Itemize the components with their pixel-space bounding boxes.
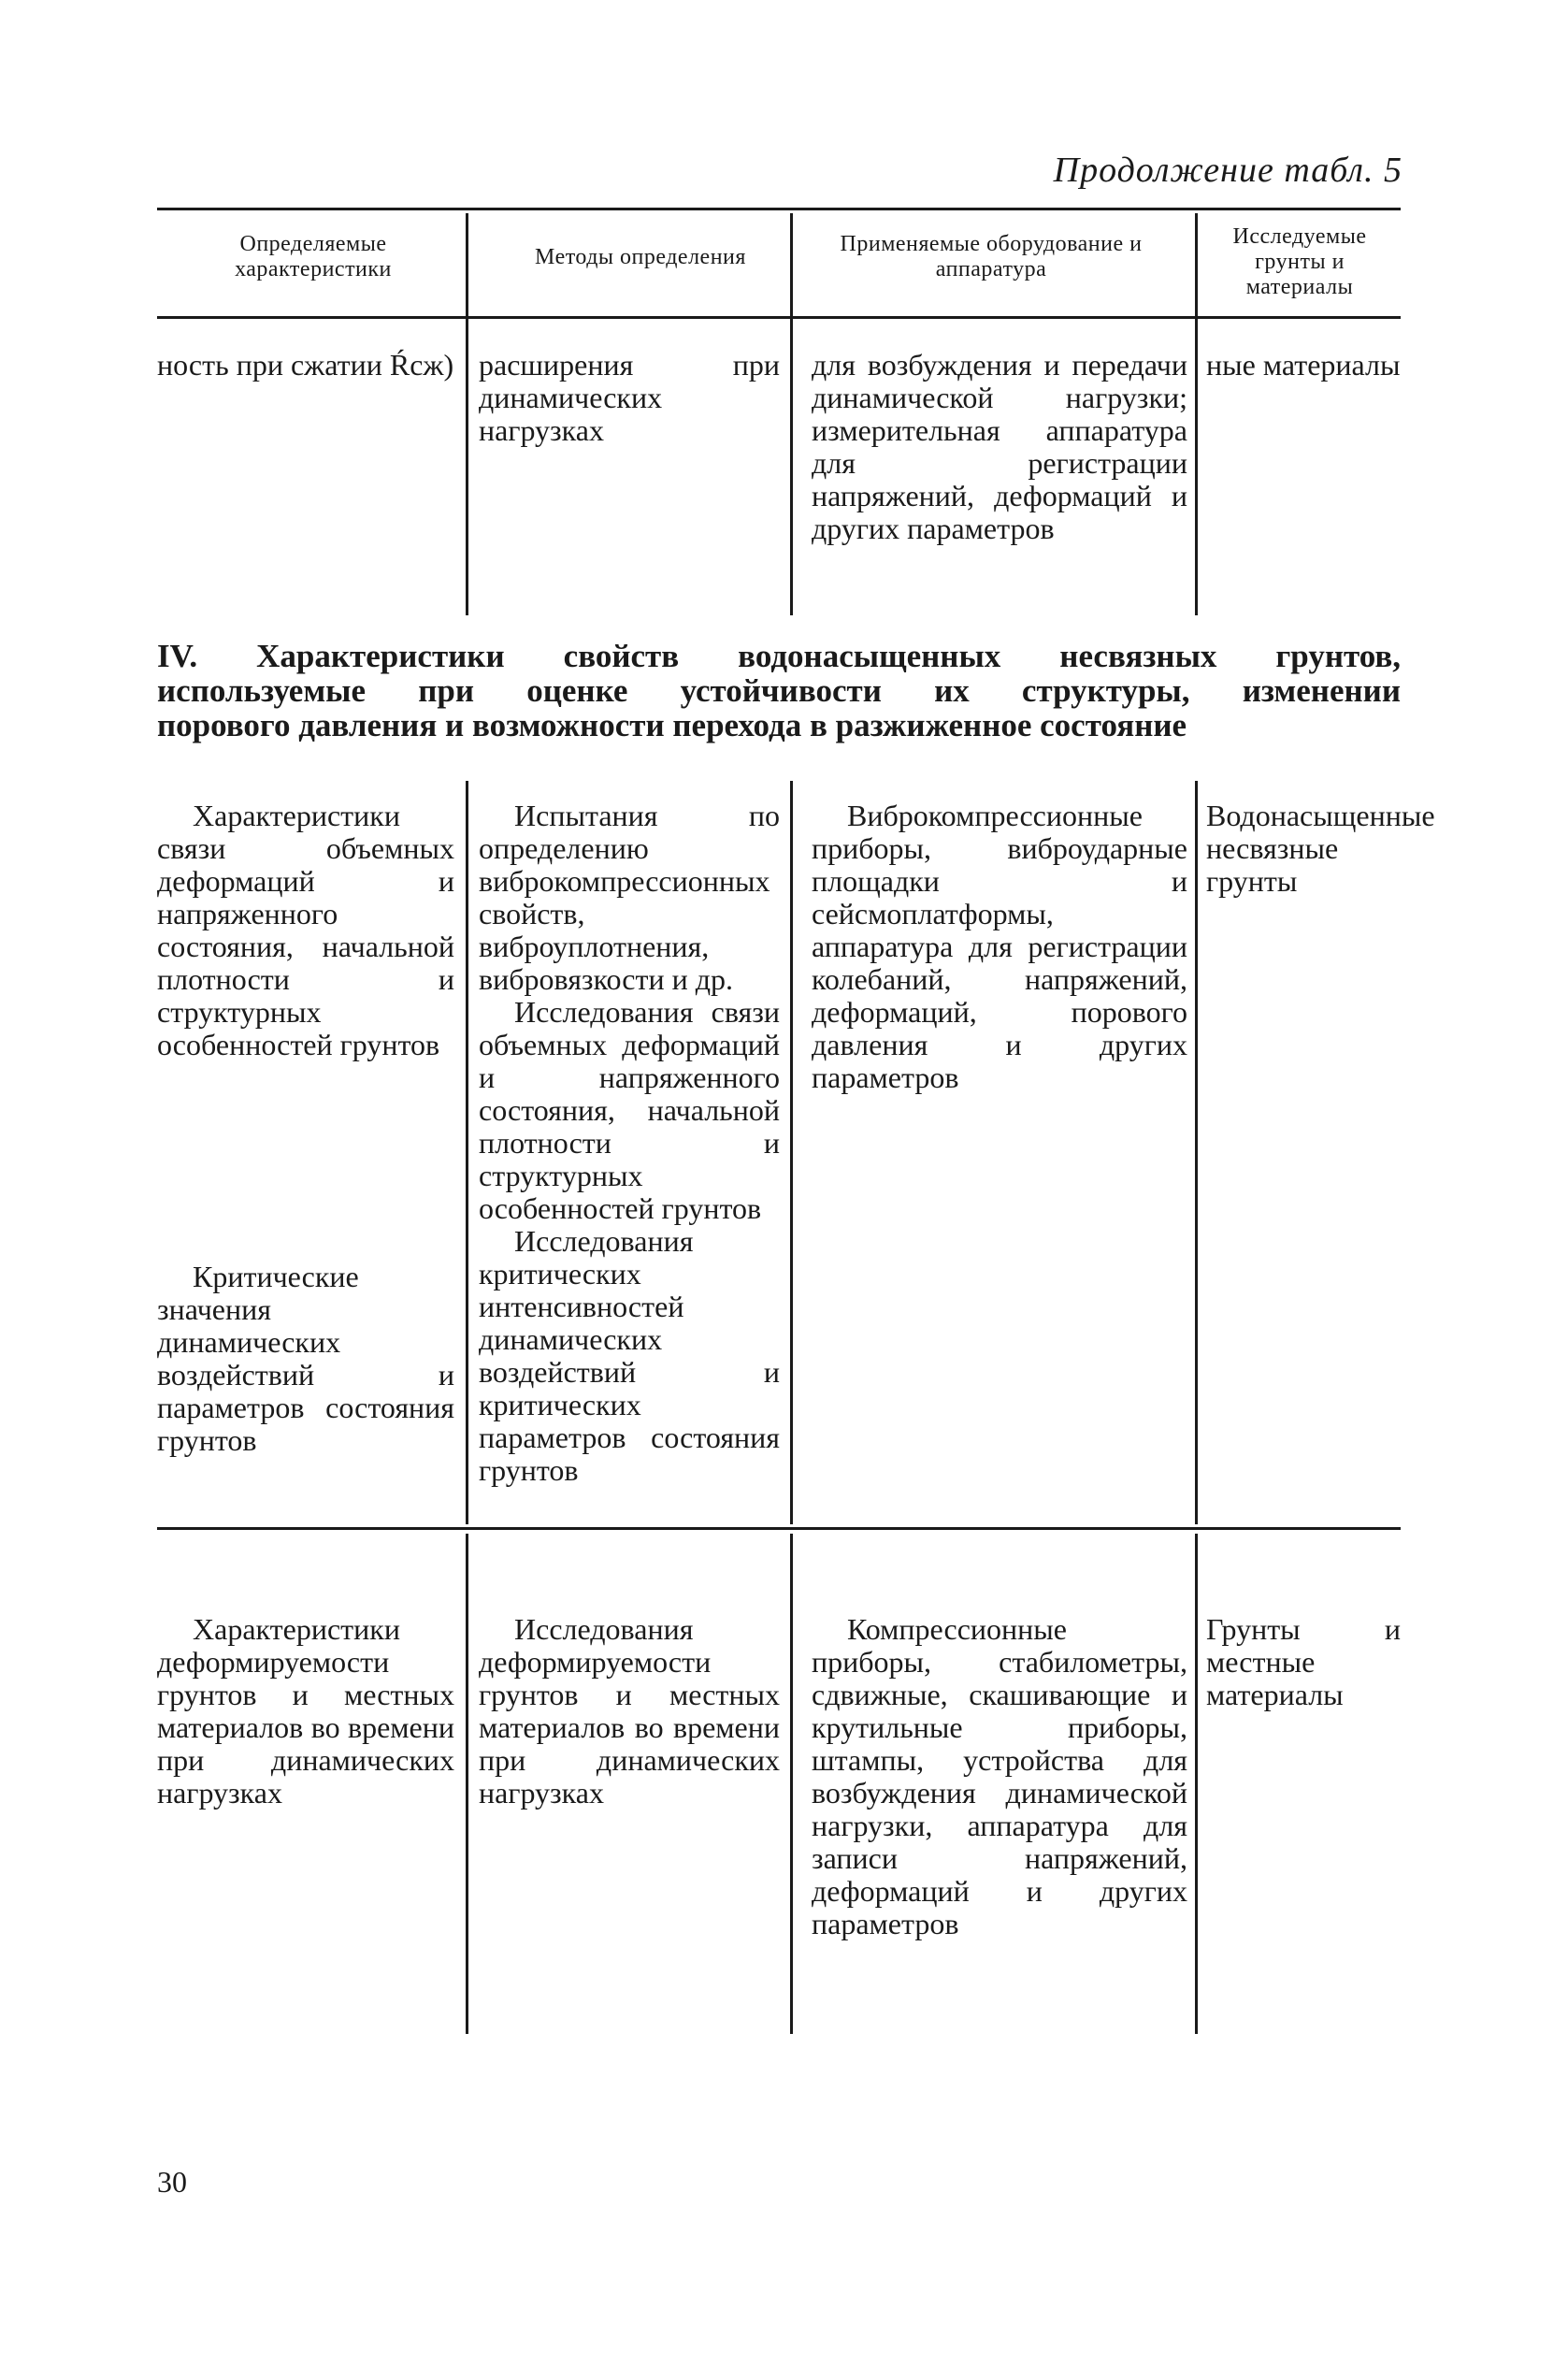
row1-method-a: Испытания по определению виброкомпрессионных свойств, виброуплотнения, вибровязкости и др.: [479, 799, 780, 996]
row-separator-rule: [157, 1527, 1401, 1530]
header-col-equipment: Применяемые оборудование и аппаратура: [840, 232, 1143, 281]
header-col-characteristics: Определяемые характеристики: [235, 232, 392, 281]
section-heading-line: используемые при оценке устойчивости их структуры, изменении: [157, 672, 1401, 709]
table-column-divider: [790, 781, 793, 1524]
row0-equipment: для возбуждения и передачи динамической нагрузки; измерительная аппаратура для регистрации напряжений, деформаций и других параметров: [812, 348, 1187, 545]
table-column-divider: [790, 213, 793, 615]
row1-characteristic-b-text: Критические значения динамических воздействий и параметров состояния грунтов: [157, 1260, 454, 1457]
row1-materials: Водонасыщенные несвязные грунты: [1206, 799, 1435, 898]
row1-methods: [479, 800, 780, 1487]
table-column-divider: [1195, 781, 1198, 1524]
row1-method-c: Исследования критических интенсивностей динамических воздействий и критических параметров состояния грунтов: [479, 1224, 780, 1487]
row1-characteristic-a-text: Характеристики связи объемных деформаций и напряженного состояния, начальной плотности и структурных особенностей грунтов: [157, 799, 454, 1061]
row1-equipment-text: Виброкомпрессионные приборы, виброударные площадки и сейсмоплатформы, аппаратура для регистрации колебаний, напряжений, деформаций, порового давления и других параметров: [812, 799, 1187, 1094]
header-col-materials: Исследуемые грунты и материалы: [1232, 224, 1367, 299]
page-number: 30: [157, 2165, 187, 2199]
row2-characteristic-text: Характеристики деформируемости грунтов и местных материалов во времени при динамических нагрузках: [157, 1612, 454, 1810]
header-top-rule: [157, 208, 1401, 210]
row2-materials: Грунты и местные материалы: [1206, 1612, 1401, 1711]
row1-method-b: Исследования связи объемных деформаций и напряженного состояния, начальной плотности и структурных особенностей грунтов: [479, 995, 780, 1225]
row2-equipment-text: Компрессионные приборы, стабилометры, сдвижные, скашивающие и крутильные приборы, штампы, устройства для возбуждения динамической нагрузки, аппаратура для записи напряжений, деформаций и других параметров: [812, 1612, 1187, 1940]
row1-characteristic-a: [157, 800, 454, 1061]
row2-equipment: [812, 1613, 1187, 1940]
section-heading-line: порового давления и возможности перехода в разжиженное состояние: [157, 707, 1187, 743]
row2-characteristic: [157, 1613, 454, 1810]
table-column-divider: [466, 213, 468, 615]
header-col-methods: Методы определения: [535, 245, 746, 269]
table-column-divider: [1195, 1534, 1198, 2034]
row0-characteristic: ность при сжатии Ŕсж): [157, 348, 454, 382]
row0-method: расширения при динамических нагрузках: [479, 348, 780, 447]
row1-characteristic-b: [157, 1261, 454, 1457]
table-column-divider: [466, 1534, 468, 2034]
row0-materials: ные материалы: [1206, 348, 1401, 382]
table-column-divider: [1195, 213, 1198, 615]
section-heading-line: IV. Характеристики свойств водонасыщенных несвязных грунтов,: [157, 638, 1401, 674]
row2-method: [479, 1613, 780, 1810]
table-continuation-label: Продолжение табл. 5: [1053, 151, 1403, 190]
row1-equipment: [812, 800, 1187, 1094]
section-heading: [157, 639, 1401, 743]
table-column-divider: [790, 1534, 793, 2034]
table-column-divider: [466, 781, 468, 1524]
header-bottom-rule: [157, 316, 1401, 319]
row2-method-text: Исследования деформируемости грунтов и местных материалов во времени при динамических нагрузках: [479, 1612, 780, 1810]
